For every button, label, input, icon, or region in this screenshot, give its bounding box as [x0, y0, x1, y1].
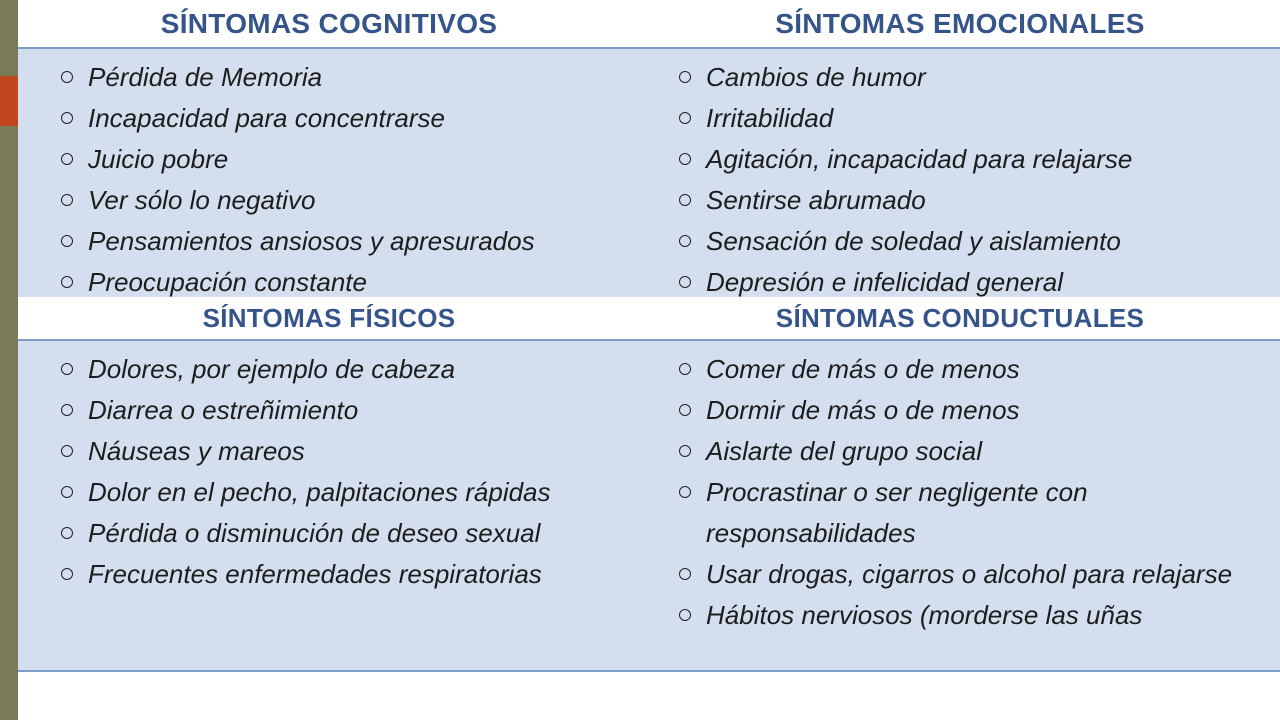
- list-item-text: Usar drogas, cigarros o alcohol para relajarse: [706, 559, 1233, 589]
- list-item: [58, 431, 638, 472]
- emocionales-title: SÍNTOMAS EMOCIONALES: [775, 8, 1145, 39]
- list-item: [676, 554, 1266, 595]
- list-item-text: Pérdida de Memoria: [88, 62, 323, 92]
- list-item-text: Sensación de soledad y aislamiento: [706, 226, 1121, 256]
- circle-bullet-icon: [61, 112, 73, 124]
- list-item: [676, 139, 1266, 180]
- header-row-bottom: [18, 297, 1280, 340]
- list-item-text: Juicio pobre: [88, 144, 229, 174]
- list-item-text: Frecuentes enfermedades respiratorias: [88, 559, 542, 589]
- list-item: [58, 98, 638, 139]
- list-item: [58, 349, 638, 390]
- circle-bullet-icon: [679, 445, 691, 457]
- list-item: [676, 390, 1266, 431]
- list-item-text: Aislarte del grupo social: [706, 436, 983, 466]
- circle-bullet-icon: [61, 194, 73, 206]
- circle-bullet-icon: [61, 404, 73, 416]
- sidebar-accent: [0, 76, 18, 126]
- list-item-text: Dormir de más o de menos: [706, 395, 1020, 425]
- body-row-top: [18, 47, 1280, 299]
- circle-bullet-icon: [679, 609, 691, 621]
- list-item: [58, 221, 638, 262]
- cognitivos-title: SÍNTOMAS COGNITIVOS: [160, 8, 498, 39]
- circle-bullet-icon: [679, 568, 691, 580]
- circle-bullet-icon: [679, 404, 691, 416]
- circle-bullet-icon: [679, 486, 691, 498]
- list-item: [676, 595, 1266, 636]
- circle-bullet-icon: [61, 527, 73, 539]
- list-item-text: Preocupación constante: [88, 267, 367, 297]
- circle-bullet-icon: [679, 112, 691, 124]
- list-item: [58, 180, 638, 221]
- list-item: [58, 472, 638, 513]
- list-item-text: Diarrea o estreñimiento: [88, 395, 359, 425]
- circle-bullet-icon: [679, 153, 691, 165]
- list-item: [676, 221, 1266, 262]
- list-item: [58, 554, 638, 595]
- header-row-top: [18, 0, 1280, 48]
- list-item: [676, 98, 1266, 139]
- list-item: [676, 472, 1266, 554]
- emocionales-column: [676, 57, 1266, 303]
- list-item: [58, 57, 638, 98]
- list-item-text: Sentirse abrumado: [706, 185, 926, 215]
- circle-bullet-icon: [679, 71, 691, 83]
- conductuales-title: SÍNTOMAS CONDUCTUALES: [775, 303, 1145, 333]
- list-item-text: Ver sólo lo negativo: [88, 185, 316, 215]
- symptoms-table: [18, 0, 1280, 720]
- cognitivos-list: [58, 57, 638, 303]
- list-item-text: Náuseas y mareos: [88, 436, 305, 466]
- list-item-text: Incapacidad para concentrarse: [88, 103, 446, 133]
- circle-bullet-icon: [61, 568, 73, 580]
- fisicos-title: SÍNTOMAS FÍSICOS: [202, 303, 456, 333]
- list-item: [676, 180, 1266, 221]
- emocionales-list: [676, 57, 1266, 303]
- list-item-text: Cambios de humor: [706, 62, 926, 92]
- list-item: [58, 139, 638, 180]
- list-item-text: Irritabilidad: [706, 103, 834, 133]
- list-item-text: Procrastinar o ser negligente con responsabilidades: [706, 477, 1088, 548]
- list-item-text: Dolores, por ejemplo de cabeza: [88, 354, 456, 384]
- circle-bullet-icon: [61, 235, 73, 247]
- circle-bullet-icon: [679, 194, 691, 206]
- fisicos-list: [58, 349, 638, 595]
- list-item: [58, 390, 638, 431]
- list-item: [676, 349, 1266, 390]
- conductuales-column: [676, 349, 1266, 636]
- list-item-text: Comer de más o de menos: [706, 354, 1020, 384]
- circle-bullet-icon: [61, 486, 73, 498]
- circle-bullet-icon: [61, 363, 73, 375]
- circle-bullet-icon: [61, 71, 73, 83]
- list-item: [676, 431, 1266, 472]
- list-item-text: Pérdida o disminución de deseo sexual: [88, 518, 541, 548]
- list-item-text: Pensamientos ansiosos y apresurados: [88, 226, 535, 256]
- circle-bullet-icon: [61, 153, 73, 165]
- circle-bullet-icon: [61, 276, 73, 288]
- list-item-text: Agitación, incapacidad para relajarse: [706, 144, 1133, 174]
- list-item-text: Hábitos nerviosos (morderse las uñas: [706, 600, 1143, 630]
- list-item-text: Depresión e infelicidad general: [706, 267, 1064, 297]
- list-item: [676, 57, 1266, 98]
- list-item: [58, 513, 638, 554]
- fisicos-column: [58, 349, 638, 595]
- circle-bullet-icon: [679, 235, 691, 247]
- cognitivos-column: [58, 57, 638, 303]
- conductuales-list: [676, 349, 1266, 636]
- list-item-text: Dolor en el pecho, palpitaciones rápidas: [88, 477, 551, 507]
- circle-bullet-icon: [61, 445, 73, 457]
- circle-bullet-icon: [679, 363, 691, 375]
- circle-bullet-icon: [679, 276, 691, 288]
- body-row-bottom: [18, 339, 1280, 672]
